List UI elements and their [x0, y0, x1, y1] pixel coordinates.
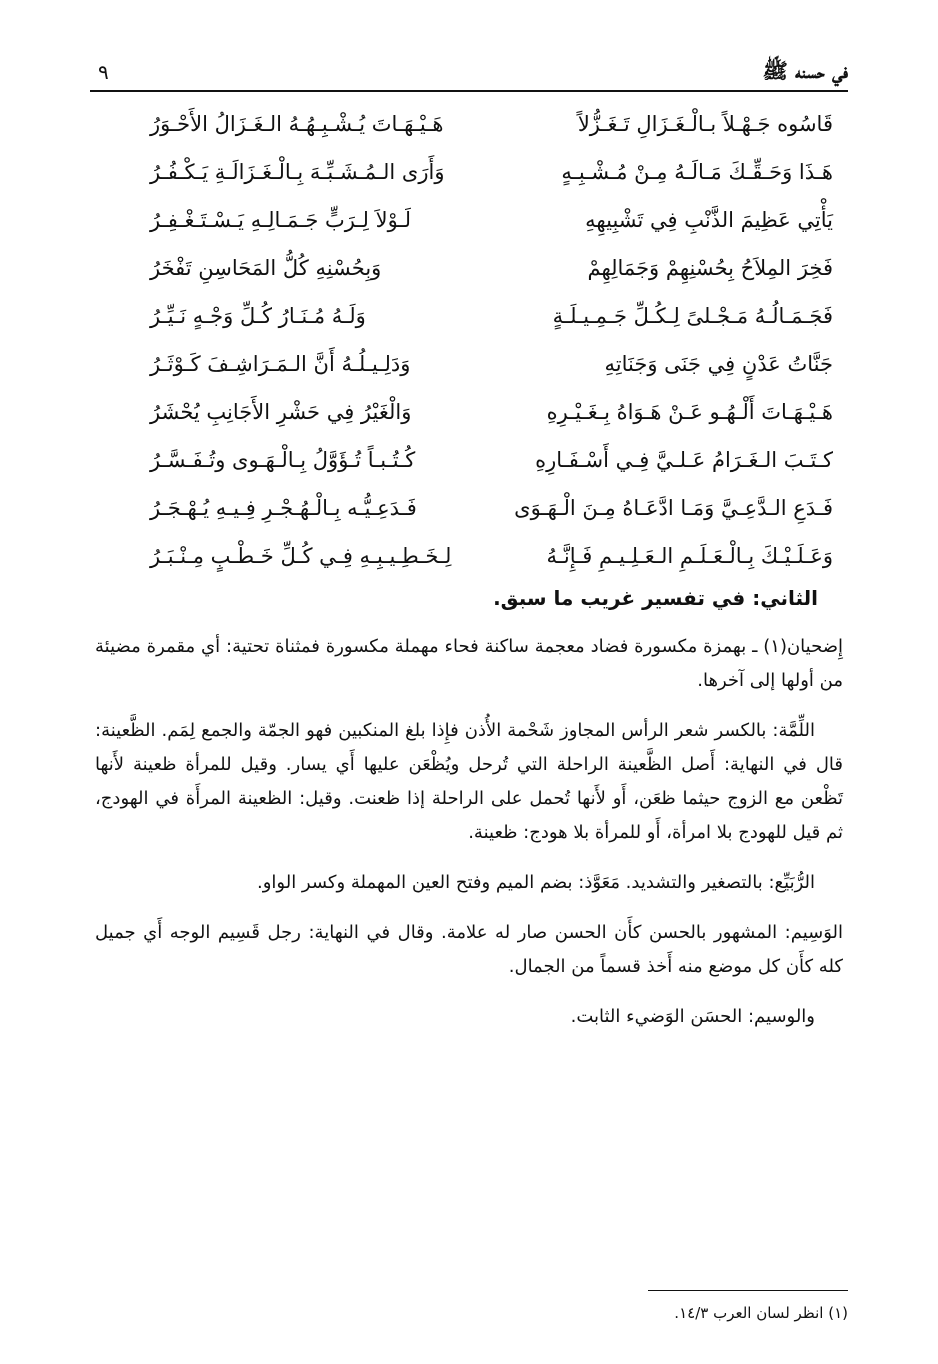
- verse-first-hemistich: يَأْتِي عَظِيمَ الذَّنْبِ فِي تَشْبِيهِهِ: [585, 208, 833, 232]
- verse-first-hemistich: جَنَّاتُ عَدْنٍ فِي جَنَى وَجَنَاتِهِ: [604, 352, 833, 376]
- verse-first-hemistich: هَـذَا وَحَـقِّـكَ مَـالَـهُ مِـنْ مُـشْـبِـهٍ: [561, 160, 833, 184]
- verse-line: [150, 148, 833, 196]
- verse-second-hemistich: فَـدَعِـيُّـه بِـالْـهُـجْـرِ فِـيـهِ يُـهْـجَـرُ: [150, 496, 417, 520]
- verse-line: [150, 388, 833, 436]
- paragraph: [95, 1000, 843, 1034]
- verse-second-hemistich: وَدَلِـيـلُـهُ أَنَّ الـمَـرَاشِـفَ كَـوْثَـرُ: [150, 352, 411, 376]
- paragraph: [95, 714, 843, 850]
- paragraph-text: اللِّمَّة: بالكسر شعر الرأس المجاوز شَحْمة الأُذن فإِذا بلغ المنكبين فهو الجمّة والجمع لِمَم. الظَّعينة: قال في النهاية: أَصل الظَّعينة الراحلة التي تُرحل ويُظْعَن عليها أَي يسار. وقيل للمرأة ظعينة لأَنها تَظْعن مع الزوج حيثما ظعَن، أَو لأَنها تُحمل على الراحلة إذا ظعنت. وقيل: الظعينة المرأَة في الهودج، ثم قيل للهودج بلا امرأة، أَو للمرأة بلا هودج: ظعينة.: [95, 720, 843, 843]
- verse-line: [150, 436, 833, 484]
- verse-second-hemistich: لِـخَـطِـيـبِـهِ فِـي كُـلِّ خَـطْـبٍ مِـنْـبَـرُ: [150, 544, 452, 568]
- verse-second-hemistich: وَالْغَيْرُ فِي حَشْرِ الأَجَانِبِ يُحْشَرُ: [150, 400, 412, 424]
- paragraph: [95, 916, 843, 984]
- footnote: (١) انظر لسان العرب ١٤/٣.: [674, 1304, 848, 1322]
- footnote-divider: [648, 1290, 848, 1291]
- running-title: في حسنه ﷺ: [762, 58, 848, 83]
- verse-first-hemistich: فَخِرَ المِلاَحُ بِحُسْنِهِمْ وَجَمَالِهِمْ: [587, 256, 833, 280]
- verse-first-hemistich: وَعَـلَـيْـكَ بِـالْـعَـلَـمِ الـعَـلِـيـمِ فَـإِنَّـهُ: [546, 544, 833, 568]
- paragraph-text: الرُّبَيِّع: بالتصغير والتشديد. مَعَوَّذ: بضم الميم وفتح العين المهملة وكسر الواو.: [257, 872, 815, 893]
- verse-line: [150, 292, 833, 340]
- paragraph-text: والوسيم: الحسَن الوَضيء الثابت.: [570, 1006, 815, 1027]
- verse-first-hemistich: قَاسُوه جَـهْـلاً بـالْـغَـزَالِ تَـغَـزُّلاً: [577, 112, 833, 136]
- paragraph-text: إِضحيان(١) ـ بهمزة مكسورة فضاد معجمة ساكنة فحاء مهملة مكسورة فمثناة تحتية: أي مقمرة مضيئة من أولها إلى آخرها.: [95, 636, 843, 691]
- verse-line: [150, 340, 833, 388]
- paragraph: [95, 630, 843, 698]
- paragraph: [95, 866, 843, 900]
- verse-second-hemistich: وَبِحُسْنِهِ كُلُّ المَحَاسِنِ تَفْخَرُ: [150, 256, 382, 280]
- page-header: [90, 52, 848, 92]
- verse-line: [150, 484, 833, 532]
- body-text: [95, 630, 843, 1050]
- verse-second-hemistich: وَلَـهُ مُـنَـارُ كُـلِّ وَجْـهٍ نَـيِّـرُ: [150, 304, 366, 328]
- paragraph-text: الوَسِيم: المشهور بالحسن كأَن الحسن صار له علامة. وقال في النهاية: رجل قَسِيم الوجه أَي جميل كله كأَن كل موضع منه أَخذ قسماً من الجمال.: [95, 922, 843, 977]
- page-number: ٩: [98, 60, 109, 84]
- verse-first-hemistich: فَـدَعِ الـدَّعِـيَّ وَمَـا ادَّعَـاهُ مِـنَ الْـهَـوَى: [514, 496, 833, 520]
- verse-line: [150, 100, 833, 148]
- verse-line: [150, 532, 833, 580]
- verse-second-hemistich: وَأَرَى الـمُـشَـبِّـهَ بِـالْـغَـزَالَـةِ يَـكْـفُـرُ: [150, 160, 445, 184]
- verse-line: [150, 196, 833, 244]
- poem: [150, 100, 833, 580]
- verse-first-hemistich: هَـيْـهَـاتَ أَلْـهُـو عَـنْ هَـوَاهُ بِـغَـيْـرِهِ: [546, 400, 833, 424]
- verse-second-hemistich: كُـتُـبـاً تُـؤَوَّلُ بِـالْـهَـوى وتُـفَـسَّـرُ: [150, 448, 416, 472]
- verse-second-hemistich: هَـيْـهَـاتَ يُـشْـبِـهُـهُ الـغَـزَالُ الأَحْـوَرُ: [150, 112, 444, 136]
- verse-line: [150, 244, 833, 292]
- verse-second-hemistich: لَـوْلاَ لِـرَبٍّ جَـمَـالِـهِ يَـسْـتَـغْـفِـرُ: [150, 208, 411, 232]
- verse-first-hemistich: كـتَـبَ الـغَـرَامُ عَـلـيَّ فِـي أَسْـفَـارِهِ: [535, 448, 833, 472]
- section-heading: الثاني: في تفسير غريب ما سبق.: [493, 586, 818, 610]
- verse-first-hemistich: فَجَـمَـالُـهُ مَـجْـلىً لِـكُـلِّ جَـمِـيـلَـةٍ: [552, 304, 833, 328]
